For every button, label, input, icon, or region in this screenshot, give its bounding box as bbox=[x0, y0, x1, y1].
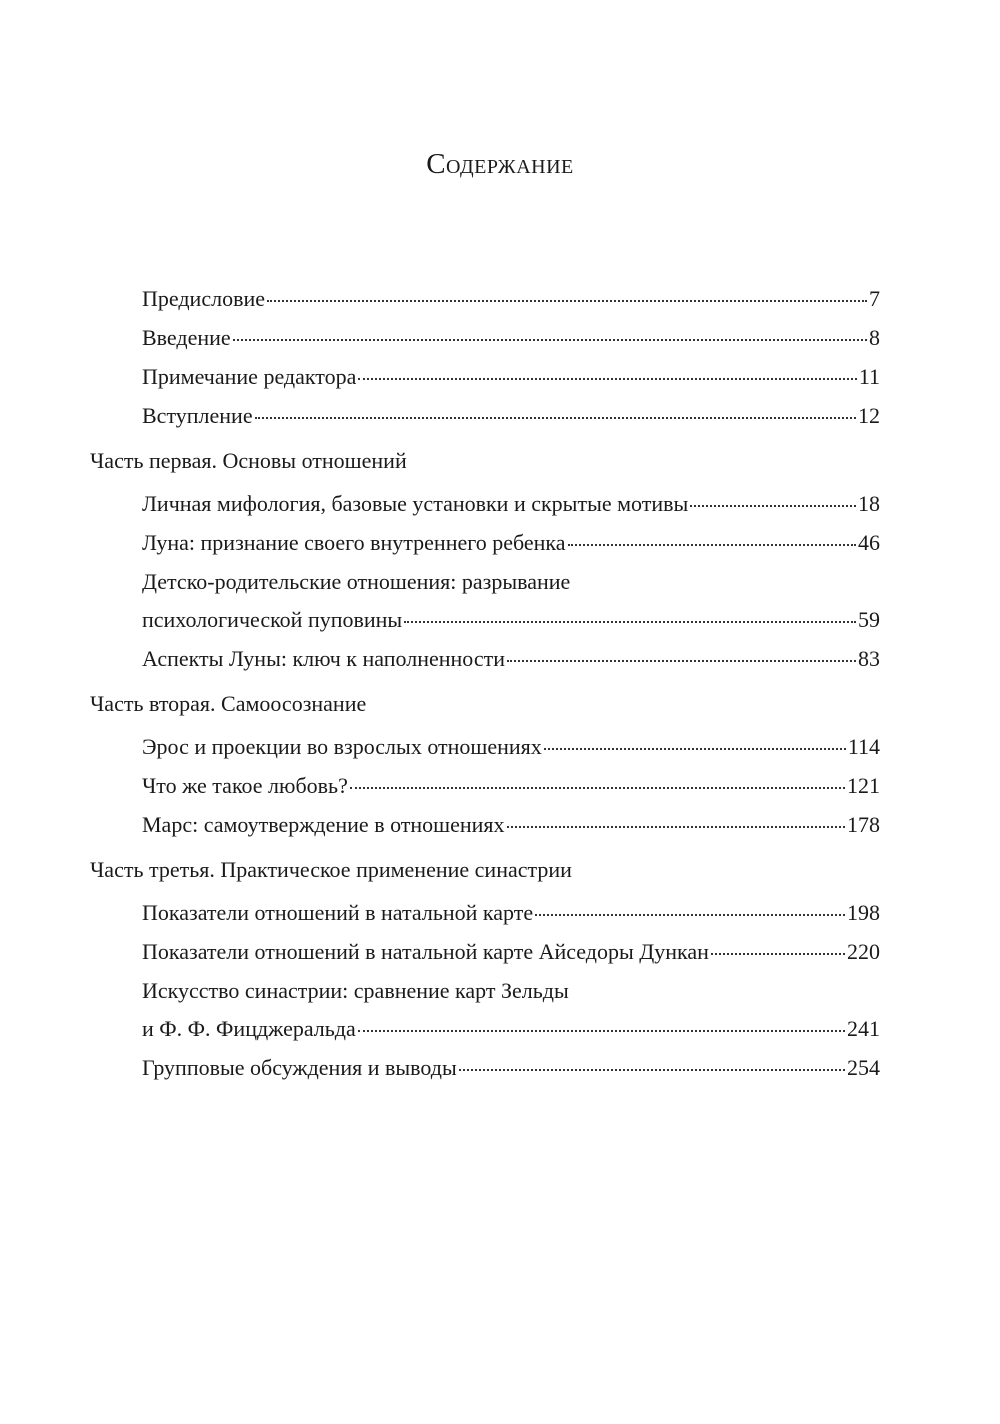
leader-dots bbox=[568, 538, 856, 546]
toc-entry-page: 114 bbox=[847, 734, 880, 759]
toc-entry-page: 178 bbox=[847, 812, 880, 837]
toc-entry-label: Личная мифология, базовые установки и скрытые мотивы bbox=[142, 491, 689, 516]
toc-entry[interactable] bbox=[142, 894, 880, 933]
leader-dots bbox=[535, 908, 845, 916]
leader-dots bbox=[507, 820, 845, 828]
part-heading[interactable]: Часть вторая. Самоосознание bbox=[90, 691, 367, 716]
toc-entry-page: 8 bbox=[869, 325, 880, 350]
toc-entry-label-line1: Детско-родительские отношения: разрывание bbox=[142, 569, 571, 594]
toc-entry[interactable] bbox=[142, 728, 880, 767]
toc-entry[interactable] bbox=[142, 319, 880, 358]
leader-dots bbox=[690, 499, 856, 507]
toc-entry-page: 198 bbox=[847, 900, 880, 925]
toc-entry-label: Вступление bbox=[142, 403, 253, 428]
toc-entry-page: 12 bbox=[858, 403, 880, 428]
toc-entry[interactable] bbox=[142, 563, 880, 640]
toc-entry[interactable] bbox=[142, 1049, 880, 1088]
leader-dots bbox=[350, 781, 845, 789]
leader-dots bbox=[358, 372, 856, 380]
part-heading[interactable]: Часть третья. Практическое применение синастрии bbox=[90, 857, 572, 882]
toc-entry-page: 18 bbox=[858, 491, 880, 516]
toc-entry[interactable] bbox=[142, 358, 880, 397]
toc-entry-label: Предисловие bbox=[142, 286, 265, 311]
toc-entry-page: 59 bbox=[858, 607, 880, 632]
toc-entry[interactable] bbox=[142, 933, 880, 972]
toc-entry-label: Эрос и проекции во взрослых отношениях bbox=[142, 734, 542, 759]
toc-entry-label: Марс: самоутверждение в отношениях bbox=[142, 812, 505, 837]
toc-entry-page: 220 bbox=[847, 939, 880, 964]
leader-dots bbox=[267, 294, 867, 302]
toc-entry[interactable] bbox=[142, 806, 880, 845]
toc-entry-label: Показатели отношений в натальной карте bbox=[142, 900, 534, 925]
leader-dots bbox=[255, 411, 856, 419]
leader-dots bbox=[459, 1063, 845, 1071]
page-title: Содержание bbox=[426, 148, 574, 180]
toc-entry[interactable] bbox=[142, 524, 880, 563]
table-of-contents bbox=[90, 280, 880, 1088]
leader-dots bbox=[544, 742, 846, 750]
leader-dots bbox=[507, 654, 856, 662]
toc-entry-page: 11 bbox=[858, 364, 880, 389]
toc-entry-label: Введение bbox=[142, 325, 231, 350]
toc-entry-label: Групповые обсуждения и выводы bbox=[142, 1055, 457, 1080]
leader-dots bbox=[233, 333, 867, 341]
leader-dots bbox=[404, 615, 856, 623]
toc-entry-page: 254 bbox=[847, 1055, 880, 1080]
toc-entry[interactable] bbox=[142, 280, 880, 319]
toc-entry-label-line1: Искусство синастрии: сравнение карт Зельды bbox=[142, 978, 569, 1003]
toc-entry-label: и Ф. Ф. Фицджеральда bbox=[142, 1016, 356, 1041]
toc-entry-page: 7 bbox=[869, 286, 880, 311]
toc-entry[interactable] bbox=[142, 972, 880, 1049]
toc-entry-label: психологической пуповины bbox=[142, 607, 403, 632]
toc-entry-label: Показатели отношений в натальной карте Айседоры Дункан bbox=[142, 939, 709, 964]
toc-entry[interactable] bbox=[142, 640, 880, 679]
toc-entry-page: 241 bbox=[847, 1016, 880, 1041]
toc-entry-page: 121 bbox=[847, 773, 880, 798]
toc-entry-label: Аспекты Луны: ключ к наполненности bbox=[142, 646, 505, 671]
toc-entry-page: 46 bbox=[858, 530, 880, 555]
toc-entry-label: Примечание редактора bbox=[142, 364, 357, 389]
toc-entry[interactable] bbox=[142, 485, 880, 524]
toc-entry-page: 83 bbox=[858, 646, 880, 671]
part-heading[interactable]: Часть первая. Основы отношений bbox=[90, 448, 407, 473]
toc-entry-label: Что же такое любовь? bbox=[142, 773, 348, 798]
leader-dots bbox=[358, 1024, 845, 1032]
toc-entry[interactable] bbox=[142, 767, 880, 806]
toc-entry-label: Луна: признание своего внутреннего ребенка bbox=[142, 530, 566, 555]
leader-dots bbox=[711, 947, 845, 955]
toc-entry[interactable] bbox=[142, 397, 880, 436]
